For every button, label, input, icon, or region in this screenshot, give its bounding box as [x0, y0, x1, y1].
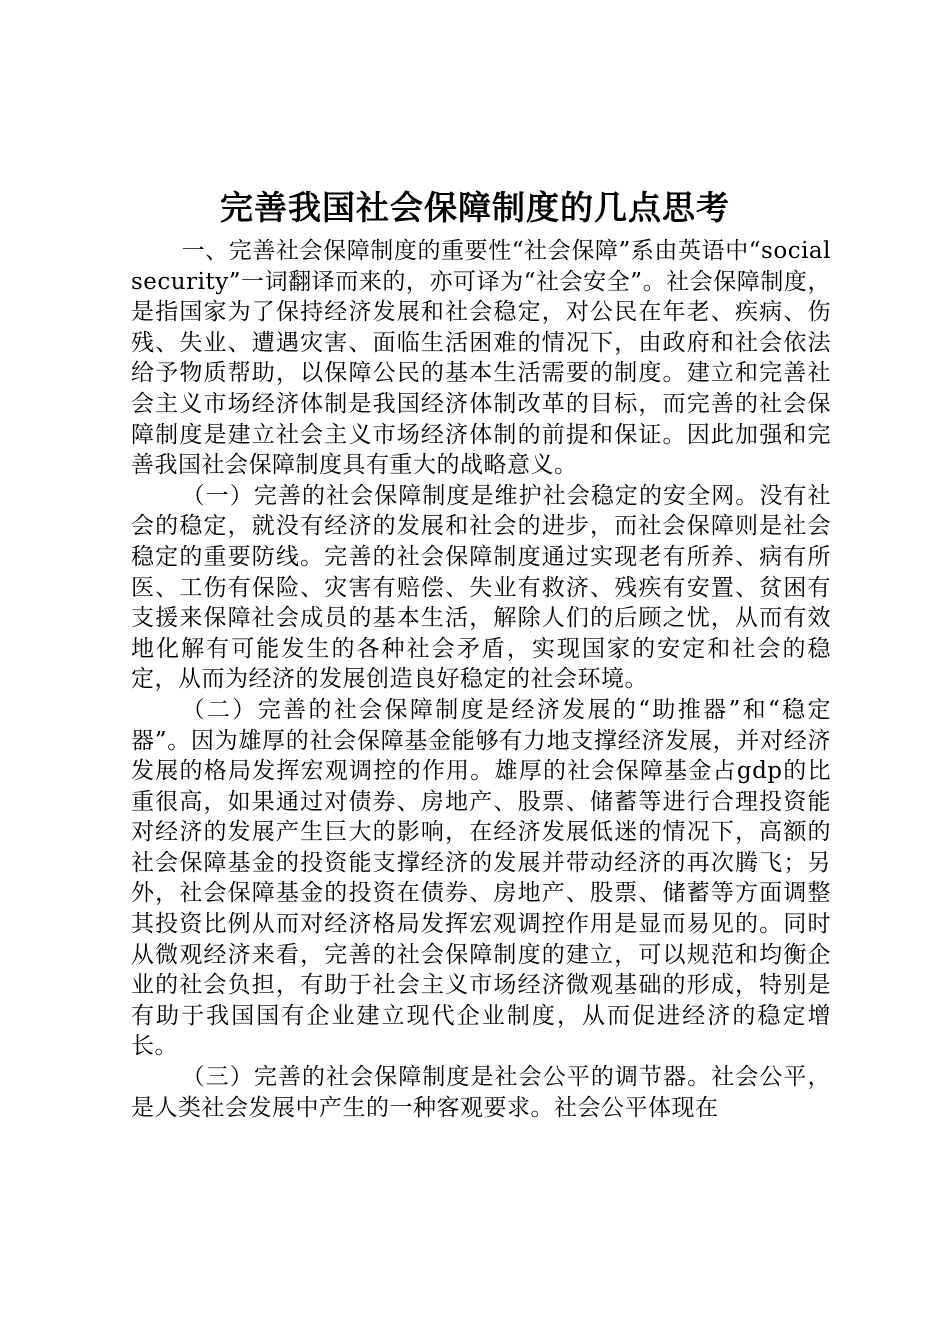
paragraph-social-fairness: （三）完善的社会保障制度是社会公平的调节器。社会公平，是人类社会发展中产生的一种客观要求。社会公平体现在: [131, 1064, 831, 1121]
paragraph-economic-stabilizer: （二）完善的社会保障制度是经济发展的“助推器”和“稳定器”。因为雄厚的社会保障基金能够有力地支撑经济发展，并对经济发展的格局发挥宏观调控的作用。雄厚的社会保障基金占gdp的比重很高，如果通过对债券、房地产、股票、储蓄等进行合理投资能对经济的发展产生巨大的影响，在经济发展低迷的情况下，高额的社会保障基金的投资能支撑经济的发展并带动经济的再次腾飞；另外，社会保障基金的投资在债券、房地产、股票、储蓄等方面调整其投资比例从而对经济格局发挥宏观调控作用是显而易见的。同时从微观经济来看，完善的社会保障制度的建立，可以规范和均衡企业的社会负担，有助于社会主义市场经济微观基础的形成，特别是有助于我国国有企业建立现代企业制度，从而促进经济的稳定增长。: [131, 696, 831, 1060]
paragraph-safety-net: （一）完善的社会保障制度是维护社会稳定的安全网。没有社会的稳定，就没有经济的发展和社会的进步，而社会保障则是社会稳定的重要防线。完善的社会保障制度通过实现老有所养、病有所医、工伤有保险、灾害有赔偿、失业有救济、残疾有安置、贫困有支援来保障社会成员的基本生活，解除人们的后顾之忧，从而有效地化解有可能发生的各种社会矛盾，实现国家的安定和社会的稳定，从而为经济的发展创造良好稳定的社会环境。: [131, 482, 831, 693]
paragraph-importance: 一、完善社会保障制度的重要性“社会保障”系由英语中“socialsecurity”一词翻译而来的，亦可译为“社会安全”。社会保障制度，是指国家为了保持经济发展和社会稳定，对公民在年老、疾病、伤残、失业、遭遇灾害、面临生活困难的情况下，由政府和社会依法给予物质帮助，以保障公民的基本生活需要的制度。建立和完善社会主义市场经济体制是我国经济体制改革的目标，而完善的社会保障制度是建立社会主义市场经济体制的前提和保证。因此加强和完善我国社会保障制度具有重大的战略意义。: [131, 238, 831, 479]
document-title: 完善我国社会保障制度的几点思考: [220, 188, 730, 227]
document-body: [131, 236, 831, 1123]
